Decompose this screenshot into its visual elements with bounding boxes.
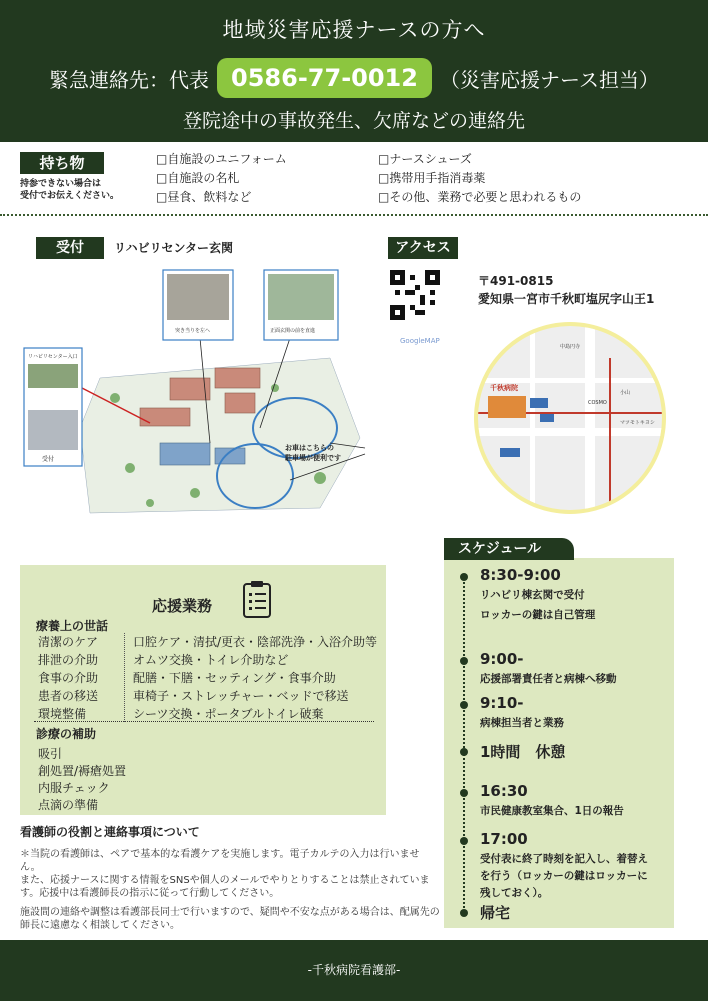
notes-paragraph: ＊当院の看護師は、ペアで基本的な看護ケアを実施します。電子カルテの入力は行いません。 (20, 849, 420, 873)
schedule-desc: 応援部署責任者と病棟へ移動 (480, 673, 617, 685)
contact-suffix: （災害応援ナース担当） (439, 67, 659, 92)
care-detail: オムツ交換・トイレ介助など (124, 651, 288, 668)
belongings-list-2 (378, 150, 581, 207)
belonging-item: □昼食、飲料など (156, 190, 252, 204)
care-category: 食事の介助 (38, 671, 99, 685)
street-address: 愛知県一宮市千秋町塩尻字山王1 (478, 292, 655, 306)
schedule-time: 9:00- (480, 650, 524, 668)
belongings-label: 持ち物 (20, 152, 104, 174)
assist-item: 内服チェック (38, 781, 110, 795)
care-title: 療養上の世話 (36, 619, 109, 633)
care-detail: 車椅子・ストレッチャー・ベッドで移送 (124, 687, 349, 704)
phone-number[interactable]: 0586-77-0012 (217, 58, 432, 98)
clipboard-icon (242, 579, 272, 619)
timeline-dot (460, 837, 468, 845)
parking-note-line: 駐車場が便利です (285, 454, 341, 462)
timeline-dot (460, 701, 468, 709)
schedule-item (480, 694, 564, 732)
schedule-desc: 残しておく）。 (480, 887, 549, 899)
timeline-dot (460, 789, 468, 797)
qr-code[interactable] (390, 270, 440, 320)
schedule-time: 8:30-9:00 (480, 566, 561, 584)
timeline-dot (460, 748, 468, 756)
schedule-item (480, 741, 565, 762)
notes-paragraph: 施設間の連絡や調整は看護部長同士で行いますので、疑問や不安な点がある場合は、配属先の師長に遠慮なく相談してください。 (20, 907, 440, 931)
assist-title: 診療の補助 (36, 727, 97, 741)
care-detail: 配膳・下膳・セッティング・食事介助 (124, 669, 336, 686)
schedule-time: 9:10- (480, 694, 524, 712)
emergency-contact (0, 58, 708, 98)
postal-code: 〒491-0815 (478, 274, 554, 288)
photo-label-reception: 受付 (42, 456, 55, 463)
assist-item: 吸引 (38, 747, 63, 761)
parking-note-line: お車はこちらの (285, 444, 334, 452)
belongings-list-1 (156, 150, 287, 207)
map-label-matsukiyo: マツモトキヨシ (620, 420, 655, 426)
belongings-note (20, 178, 119, 202)
schedule-time: 帰宅 (480, 904, 511, 922)
schedule-time: 17:00 (480, 830, 528, 848)
schedule-desc: リハビリ棟玄関で受付 (480, 589, 585, 601)
photo-label-turn-left: 突き当りを左へ (175, 328, 211, 334)
access-address (478, 272, 654, 308)
schedule-time: 1時間 休憩 (480, 743, 566, 761)
care-detail: シーツ交換・ポータブルトイレ破棄 (124, 705, 323, 722)
schedule-item (480, 782, 624, 820)
timeline-dot (460, 657, 468, 665)
schedule-desc: 市民健康教室集合、1日の報告 (480, 805, 624, 817)
reception-place: リハビリセンター玄関 (114, 241, 234, 255)
access-label: アクセス (388, 237, 458, 259)
access-map[interactable] (470, 318, 670, 518)
schedule-item (480, 830, 648, 902)
belonging-item: □携帯用手指消毒薬 (378, 171, 486, 185)
map-label-temple: 中島円寺 (560, 344, 581, 350)
timeline-dot (460, 909, 468, 917)
reception-label: 受付 (36, 237, 104, 259)
schedule-item (480, 650, 617, 688)
notes-title: 看護師の役割と連絡事項について (20, 825, 200, 839)
map-label-hospital: 千秋病院 (490, 384, 518, 392)
schedule-label: スケジュール (444, 538, 574, 560)
schedule-desc: を行う（ロッカーの鍵はロッカーに (480, 870, 648, 882)
care-category: 清潔のケア (38, 635, 99, 649)
assist-item: 創処置/褥瘡処置 (38, 764, 127, 778)
assist-item: 点滴の準備 (38, 798, 99, 812)
care-category: 環境整備 (38, 707, 87, 721)
belonging-item: □自施設のユニフォーム (156, 152, 287, 166)
belongings-note-line: 持参できない場合は (20, 179, 102, 189)
belongings-note-line: 受付でお伝えください。 (20, 191, 120, 201)
belonging-item: □ナースシューズ (378, 152, 472, 166)
contact-prefix: 緊急連絡先：代表 (49, 67, 210, 92)
duties-divider (34, 721, 374, 722)
header-subtitle: 登院途中の事故発生、欠席などの連絡先 (182, 110, 525, 132)
photo-label-entrance: リハビリセンター入口 (28, 354, 78, 360)
schedule-time: 16:30 (480, 782, 528, 800)
map-label-koyama: 小山 (620, 390, 631, 396)
footer: -千秋病院看護部- (0, 940, 708, 1001)
schedule-desc: 病棟担当者と業務 (480, 717, 564, 729)
belonging-item: □その他、業務で必要と思われるもの (378, 190, 582, 204)
notes-paragraph: また、応援ナースに関する情報をSNSや個人のメールでやりとりすることは禁止されています。応援中は看護師長の指示に従って行動してください。 (20, 875, 430, 899)
campus-illustration (20, 268, 370, 523)
belonging-item: □自施設の名札 (156, 171, 240, 185)
care-category: 患者の移送 (38, 689, 99, 703)
care-detail: 口腔ケア・清拭/更衣・陰部洗浄・入浴介助等 (124, 633, 377, 650)
duties-heading: 応援業務 (152, 597, 213, 615)
photo-label-go-straight: 正面玄関の前を直進 (270, 328, 316, 334)
schedule-item (480, 902, 510, 923)
schedule-item (480, 566, 595, 624)
header-banner (0, 0, 708, 142)
section-divider (0, 214, 708, 216)
care-category: 排泄の介助 (38, 653, 99, 667)
map-label-cosmo: COSMO (588, 400, 607, 406)
schedule-desc: ロッカーの鍵は自己管理 (480, 609, 596, 621)
schedule-timeline (463, 575, 465, 915)
schedule-desc: 受付表に終了時刻を記入し、着替え (480, 853, 648, 865)
qr-caption: GoogleMAP (400, 337, 440, 345)
timeline-dot (460, 573, 468, 581)
duties-panel (20, 565, 386, 815)
page-title: 地域災害応援ナースの方へ (222, 18, 486, 42)
